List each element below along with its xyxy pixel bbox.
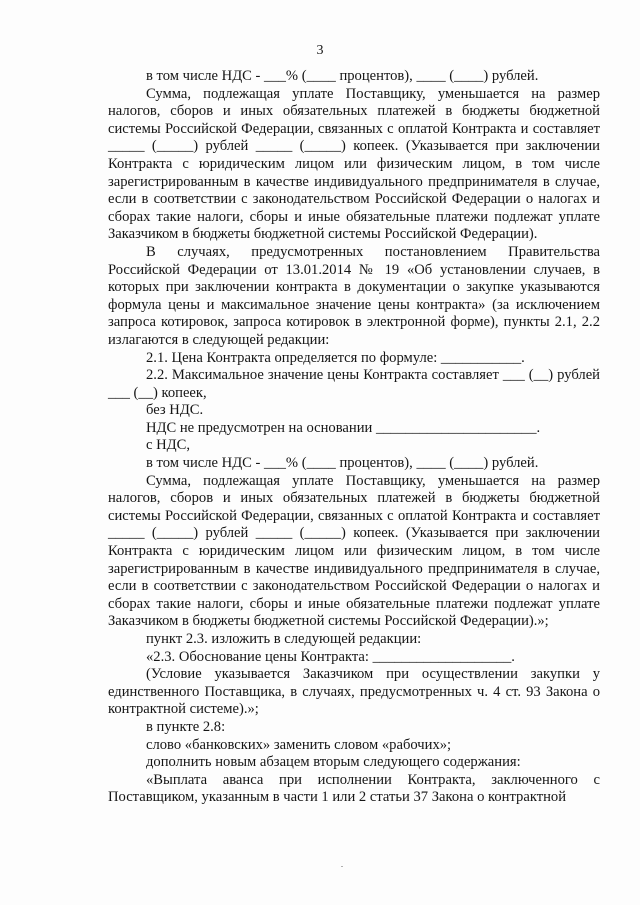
with-vat-line: с НДС, (146, 437, 191, 454)
without-vat-line: без НДС. (146, 402, 204, 419)
clause-2-3-intro: пункт 2.3. изложить в следующей редакции: (146, 631, 422, 647)
vat-line-2: в том числе НДС - ___% (____ процентов), ____ (____) рублей. (146, 455, 539, 472)
vat-not-provided-line: НДС не предусмотрен на основании ______________________. (146, 419, 541, 436)
page-number: 3 (316, 43, 324, 58)
vat-line: в том числе НДС - ___% (____ процентов), ____ (____) рублей. (146, 68, 539, 84)
clause-2-8-intro: в пункте 2.8: (146, 718, 226, 735)
document-body (108, 68, 600, 807)
clause-2-3: «2.3. Обоснование цены Контракта: ___________________. (146, 648, 515, 665)
clause-2-1: 2.1. Цена Контракта определяется по формуле: ___________. (146, 349, 525, 366)
tax-reduction-paragraph-2: Сумма, подлежащая уплате Поставщику, уменьшается на размер налогов, сборов и иных обязательных платежей в бюджеты бюджетной системы Российской Федерации, связанных с оплатой Контракта и составляет _____ (_____) рублей _____ (_____) копеек. (Указывается при заключении Контракта с юридическим лицом или физическим лицом, в том числе зарегистрированным в качестве индивидуального предпринимателя в случае, если в соответствии с законодательством Российской Федерации о налогах и сборах такие налоги, сборы и иные обязательные платежи подлежат уплате Заказчиком в бюджеты бюджетной системы Российской Федерации).»; (108, 472, 600, 630)
scan-speck (341, 866, 343, 867)
word-replacement-line: слово «банковских» заменить словом «рабочих»; (146, 736, 452, 753)
tax-reduction-paragraph: Сумма, подлежащая уплате Поставщику, уменьшается на размер налогов, сборов и иных обязательных платежей в бюджеты бюджетной системы Российской Федерации, связанных с оплатой Контракта и составляет _____ (_____) рублей _____ (_____) копеек. (Указывается при заключении Контракта с юридическим лицом или физическим лицом, в том числе зарегистрированным в качестве индивидуального предпринимателя в случае, если в соответствии с законодательством Российской Федерации о налогах и сборах такие налоги, сборы и иные обязательные платежи подлежат уплате Заказчиком в бюджеты бюджетной системы Российской Федерации). (108, 85, 600, 243)
clause-2-3-note: (Условие указывается Заказчиком при осуществлении закупки у единственного Поставщика, в случаях, предусмотренных ч. 4 ст. 93 Закона о контрактной системе).»; (108, 666, 600, 718)
formula-cases-paragraph: В случаях, предусмотренных постановлением Правительства Российской Федерации от 13.01.2014 № 19 «Об установлении случаев, в которых при заключении контракта в документации о закупке указываются формула цены и максимальное значение цены контракта» (за исключением запроса котировок, запроса котировок в электронной форме), пункты 2.1, 2.2 излагаются в следующей редакции: (108, 243, 600, 348)
clause-2-2: 2.2. Максимальное значение цены Контракта составляет ___ (__) рублей ___ (__) копеек, (108, 367, 600, 401)
advance-payment-paragraph: «Выплата аванса при исполнении Контракта, заключенного с Поставщиком, указанным в части 1 или 2 статьи 37 Закона о контрактной (108, 771, 600, 806)
new-paragraph-intro: дополнить новым абзацем вторым следующего содержания: (146, 754, 521, 771)
